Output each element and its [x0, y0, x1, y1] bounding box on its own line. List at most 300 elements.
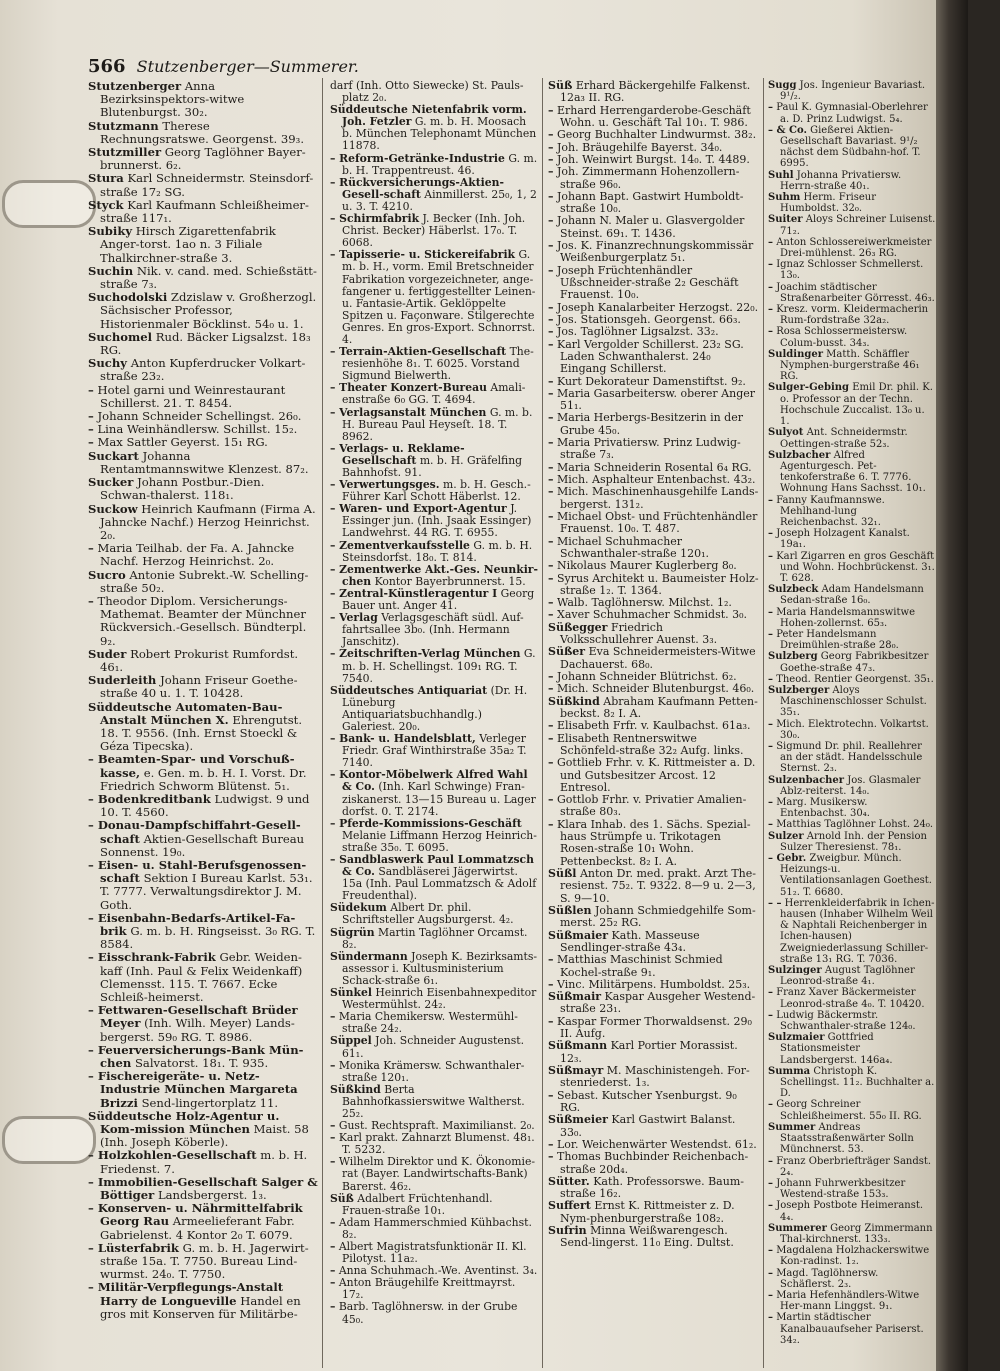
entry-name: – Waren- und Export-Agentur — [330, 502, 507, 516]
entry-name: – — [88, 435, 94, 450]
directory-entry — [88, 331, 318, 357]
entry-name: – — [768, 281, 773, 293]
entry-name: – Immobilien-Gesellschaft Salger & Böttiger — [88, 1174, 318, 1203]
entry-name: – — [768, 528, 773, 540]
directory-entry — [88, 595, 318, 648]
entry-text: Maria Chemikersw. Westermühl-straße 24₂. — [338, 1010, 518, 1036]
directory-entry — [768, 629, 936, 651]
entry-text: G. m. b. H. Jagerwirt-straße 15a. T. 7750. Bureau Lind-wurmst. 24₀. T. 7750. — [100, 1240, 309, 1282]
directory-entry — [768, 214, 936, 236]
entry-name: – — [768, 819, 773, 831]
entry-text: J. Essinger jun. (Inh. Jsaak Essinger) Landwehrst. 44 RG. T. 6955. — [342, 502, 532, 540]
entry-text: Martin Taglöhner Orcamst. 8₂. — [342, 925, 528, 951]
directory-entry — [330, 685, 538, 733]
entry-name: – — [548, 608, 554, 622]
entry-name: – — [548, 793, 554, 807]
entry-text: Maria Teilhab. der Fa. A. Jahncke Nachf. Herzog Heinrichst. 2₀. — [97, 541, 295, 569]
page-header — [88, 56, 359, 77]
entry-name: – — [88, 593, 94, 608]
entry-text: Johann Bapt. Gastwirt Humboldt-straße 10₀. — [557, 189, 744, 216]
entry-text: Kath. Professorswe. Baum-straße 16₂. — [560, 1174, 744, 1201]
entry-name: Sucro — [88, 567, 126, 582]
directory-entry — [548, 265, 759, 302]
entry-text: Arnold Inh. der Pension Sulzer Theresienst. 78₁. — [780, 830, 927, 853]
entry-text: Monika Krämersw. Schwanthaler-straße 120₁. — [338, 1058, 525, 1084]
directory-entry — [548, 437, 759, 462]
directory-entry — [548, 1065, 759, 1090]
entry-name: Sulzmaier — [768, 1032, 825, 1044]
directory-entry — [330, 80, 538, 104]
entry-name: Sufrin — [548, 1224, 587, 1238]
entry-text: e. Gen. m. b. H. I. Vorst. Dr. Friedrich Schworm Blütenst. 5₁. — [100, 765, 307, 793]
entry-name: – Schirmfabrik — [330, 212, 420, 226]
entry-name: – Zeitschriften-Verlag München — [330, 647, 521, 661]
entry-text: (Inh. Wilh. Meyer) Lands-bergerst. 59₀ RG. T. 8986. — [100, 1016, 295, 1044]
entry-text: Amali-enstraße 6₀ GG. T. 4694. — [342, 381, 526, 407]
entry-text: Erhard Herrengarderobe-Geschäft Wohn. u. Geschäft Tal 10₁. T. 986. — [557, 103, 751, 129]
directory-entry — [768, 1268, 936, 1290]
directory-entry — [330, 540, 538, 564]
directory-entry — [330, 769, 538, 817]
entry-text: Gebr. Weiden-kaff (Inh. Paul & Felix Weidenkaff) Clemensst. 115. T. 7667. Ecke Schleiß-heimerst. — [100, 950, 303, 1005]
entry-name: – — [548, 300, 554, 314]
entry-name: – — [768, 326, 773, 338]
directory-entry — [330, 588, 538, 612]
entry-text: Peter Handelsmann Dreimühlen-straße 28₀. — [776, 628, 899, 652]
directory-entry — [768, 304, 936, 326]
directory-entry — [548, 536, 759, 561]
entry-text: Herm. Friseur Humboldst. 32₀. — [780, 192, 876, 215]
entry-name: – — [88, 541, 94, 556]
entry-name: Suder — [88, 646, 127, 661]
entry-text: Magd. Taglöhnersw. Schäflerst. 2₃. — [776, 1267, 879, 1290]
entry-text: Antonie Subrekt.-W. Schelling-straße 50₂. — [100, 567, 309, 595]
entry-text: Joh. Schneider Augustenst. 61₁. — [342, 1034, 525, 1060]
entry-name: Suchin — [88, 263, 134, 278]
entry-text: Maria Handelsmannswitwe Hohen-zollernst. 65₃. — [776, 606, 915, 629]
entry-text: Jos. Stationsgeh. Georgenst. 66₃. — [557, 312, 741, 326]
directory-entry — [548, 1090, 759, 1115]
entry-name: – — [330, 1264, 336, 1278]
directory-entry — [88, 450, 318, 476]
directory-entry — [548, 191, 759, 216]
directory-entry — [88, 951, 318, 1004]
entry-text: Verleger Friedr. Graf Winthirstraße 35a₂ T. 7140. — [342, 732, 527, 770]
entry-name: Süddeutsches Antiquariat — [330, 683, 488, 697]
entry-name: – — [548, 1014, 554, 1028]
entry-name: – — [548, 103, 554, 117]
directory-entry — [548, 819, 759, 868]
directory-entry — [548, 954, 759, 979]
entry-name: – — [548, 731, 554, 745]
entry-name: Süßkind — [330, 1082, 381, 1096]
entry-text: Adam Hammerschmied Kühbachst. 8₂. — [338, 1215, 532, 1241]
directory-entry — [548, 486, 759, 511]
entry-text: Handel en gros mit Konserven für Militärbe- — [100, 1293, 301, 1321]
entry-text: G. m. b. H. Schellingst. 109₁ RG. T. 7540. — [342, 647, 536, 685]
entry-text: Walb. Taglöhnersw. Milchst. 1₂. — [557, 596, 732, 610]
directory-entry — [768, 819, 936, 830]
entry-name: Stutzmiller — [88, 145, 162, 160]
entry-text: Franz Oberbriefträger Sandst. 2₄. — [776, 1155, 932, 1178]
entry-name: Summer — [768, 1121, 816, 1133]
column-rule — [322, 78, 323, 1368]
entry-text: G. m. b. H. Steinsdorfst. 18₀. T. 814. — [342, 538, 533, 564]
entry-text: Karl Portier Morassist. 12₃. — [560, 1039, 738, 1065]
directory-entry — [768, 685, 936, 719]
directory-entry — [88, 1004, 318, 1044]
entry-text: Sebast. Kutscher Ysenburgst. 9₀ RG. — [557, 1088, 737, 1114]
entry-text: Ainmillerst. 25₀, 1, 2 u. 3. T. 4210. — [342, 187, 537, 213]
entry-name: – — [548, 239, 554, 253]
entry-text: Sandbläserei Jägerwirtst. 15a (Inh. Paul Lommatzsch & Adolf Freudenthal). — [342, 865, 537, 903]
directory-entry — [330, 612, 538, 648]
directory-entry — [88, 503, 318, 543]
entry-name: Sulzenbacher — [768, 774, 845, 786]
entry-name: – Eisenbahn-Bedarfs-Artikel-Fa-brik — [88, 910, 296, 938]
directory-entry — [768, 259, 936, 281]
entry-text: Ludwigst. 9 und 10. T. 4560. — [100, 791, 310, 820]
entry-name: – Rückversicherungs-Aktien-Gesell-schaft — [330, 175, 504, 201]
entry-name: – Donau-Dampfschiffahrt-Gesell-schaft — [88, 818, 301, 846]
entry-text: Fanny Kaufmannswe. Mehlhand-lung Reichenbachst. 32₁. — [776, 494, 885, 528]
entry-text: Karl Vergolder Schillerst. 23₂ SG. Laden Schwanthalerst. 24₀ Eingang Schillerst. — [557, 337, 744, 376]
directory-entry — [768, 775, 936, 797]
directory-entry — [330, 346, 538, 382]
entry-text: Georg Buchhalter Lindwurmst. 38₂. — [557, 128, 757, 142]
entry-name: – Feuerversicherungs-Bank Mün-chen — [88, 1042, 304, 1071]
directory-entry — [88, 357, 318, 383]
entry-text: Johann Schneider Schellingst. 26₀. — [97, 409, 302, 424]
entry-text: G. m. b. H. Trappentreust. 46. — [342, 151, 538, 177]
directory-entry — [330, 1301, 538, 1325]
directory-entry — [88, 753, 318, 793]
entry-name: – Terrain-Aktien-Gesellschaft — [330, 345, 507, 359]
entry-text: Abraham Kaufmann Petten-beckst. 8₂ I. A. — [560, 694, 758, 720]
directory-entry — [330, 1011, 538, 1035]
entry-name: Süddeutsche Holz-Agentur u. Kom-mission München — [88, 1108, 280, 1137]
entry-name: – — [330, 1119, 336, 1133]
entry-text: Karl Gastwirt Balanst. 33₀. — [560, 1113, 736, 1139]
directory-entry — [768, 1156, 936, 1178]
column-1 — [88, 80, 318, 1321]
entry-text: Johann Fuhrwerkbesitzer Westend-straße 153₃. — [776, 1177, 906, 1201]
column-rule — [763, 78, 764, 1368]
directory-entry — [330, 854, 538, 902]
entry-text: Martin städtischer Kanalbauaufseher Pariserst. 34₂. — [776, 1312, 924, 1346]
directory-entry — [330, 104, 538, 152]
directory-entry — [548, 573, 759, 598]
entry-text: Berta Bahnhofkassierswitwe Waltherst. 25₂. — [342, 1082, 525, 1120]
page-number: 566 — [88, 56, 126, 77]
entry-text: Wilhelm Direktor und K. Ökonomie-rat (Bayer. Landwirtschafts-Bank) Barerst. 46₂. — [338, 1155, 536, 1193]
entry-name: – — [548, 140, 554, 154]
entry-name: – — [768, 1177, 773, 1189]
entry-text: Matth. Schäffler Nymphen-burgerstraße 46₁ RG. — [780, 348, 920, 383]
entry-text: Matthias Taglöhner Lohst. 24₀. — [776, 819, 934, 831]
entry-name: – — [330, 1058, 336, 1072]
entry-name: Suiter — [768, 214, 803, 226]
entry-text: Jos. Glasmaler Ablz-reiterst. 14₀. — [780, 774, 921, 797]
entry-name: – — [548, 263, 554, 277]
entry-name: – — [548, 325, 554, 339]
directory-entry — [548, 905, 759, 930]
entry-name: – — [548, 128, 554, 142]
entry-name: – — [768, 987, 773, 999]
entry-text: Send-lingertorplatz 11. — [141, 1095, 279, 1110]
entry-text: Gottfried Stationsmeister Landsbergerst. 146a₄. — [780, 1032, 893, 1066]
entry-name: Summerer — [768, 1222, 827, 1234]
entry-name: – — [330, 1240, 336, 1253]
entry-name: – Zentral-Künstleragentur I — [330, 586, 498, 600]
entry-name: – — [548, 534, 554, 548]
entry-name: – Kontor-Möbelwerk Alfred Wahl & Co. — [330, 768, 528, 794]
directory-entry — [768, 1178, 936, 1200]
entry-text: Sektion I Bureau Karlst. 53₁. T. 7777. Verwaltungsdirektor J. M. Goth. — [100, 871, 313, 912]
entry-name: – — [548, 485, 554, 499]
directory-entry — [330, 1277, 538, 1301]
entry-text: Karl Kaufmann Schleißheimer-straße 117₁. — [100, 197, 309, 226]
entry-name: Südekum — [330, 901, 387, 915]
entry-text: Mich. Schneider Blutenburgst. 46₀. — [557, 682, 755, 696]
directory-entry — [548, 339, 759, 376]
directory-entry — [88, 225, 318, 265]
entry-name: – & Co. — [768, 124, 807, 136]
entry-name: – Eisen- u. Stahl-Berufsgenossen-schaft — [88, 857, 307, 886]
directory-entry — [330, 733, 538, 769]
entry-text: Zdzislaw v. Großherzogl. Sächsischer Professor, Historienmaler Böcklinst. 54₀ u. 1. — [100, 290, 317, 331]
entry-text: Gottlob Frhr. v. Privatier Amalien-straße 80₃. — [557, 793, 747, 819]
entry-text: Kaspar Former Thorwaldsenst. 29₀ II. Aufg. — [557, 1014, 752, 1041]
entry-text: Joh. Bräugehilfe Bayerst. 34₀. — [557, 140, 723, 154]
entry-name: – Fischereigeräte- u. Netz-Industrie München Margareta Brizzi — [88, 1069, 298, 1110]
directory-entry — [548, 105, 759, 130]
entry-text: Marg. Musikersw. Entenbachst. 30₄. — [776, 797, 870, 820]
entry-name: – — [88, 382, 94, 397]
directory-entry — [88, 1110, 318, 1150]
entry-name: Suderleith — [88, 673, 157, 688]
entry-text: Landsbergerst. 1₃. — [157, 1188, 267, 1203]
page-range: Stutzenberger—Summerer. — [136, 57, 359, 76]
directory-entry — [330, 648, 538, 684]
entry-text: Aloys Schreiner Luisenst. 71₂. — [780, 214, 936, 237]
directory-entry — [768, 797, 936, 819]
entry-name: Süßegger — [548, 620, 608, 634]
entry-text: G. m. b. H. Moosach b. München Telephonamt München 11878. — [342, 115, 537, 153]
entry-text: Melanie Liffmann Herzog Heinrich-straße 35₀. T. 6095. — [342, 828, 537, 854]
directory-entry — [768, 1032, 936, 1066]
entry-text: Maria Hefenhändlers-Witwe Her-mann Linggst. 9₁. — [776, 1289, 920, 1313]
entry-text: Matthias Maschinist Schmied Kochel-straße 9₁. — [557, 953, 723, 979]
entry-text: Albert Magistratsfunktionär II. Kl. Pilotyst. 11a₂. — [338, 1240, 527, 1266]
entry-text: Maist. 58 (Inh. Joseph Köberle). — [100, 1122, 309, 1150]
entry-text: Karl Schneidermstr. Steinsdorf-straße 17₂ SG. — [100, 171, 314, 199]
entry-text: Elisabeth Rentnerswitwe Schönfeld-straße 32₂ Aufg. links. — [557, 731, 744, 757]
directory-entry — [88, 1149, 318, 1175]
entry-text: G. m. b. H. Bureau Paul Heyseſt. 18. T. 8962. — [342, 405, 533, 443]
directory-entry — [548, 646, 759, 671]
directory-entry — [330, 1193, 538, 1217]
entry-name: Süßmaier — [548, 928, 609, 942]
entry-name: Sulzinger — [768, 965, 822, 977]
directory-entry — [548, 696, 759, 721]
entry-name: Sündermann — [330, 949, 408, 963]
entry-name: – — [548, 571, 554, 585]
entry-name: Stutzmann — [88, 118, 159, 133]
entry-name: Süßlen — [548, 903, 592, 917]
entry-name: – Militär-Verpflegungs-Anstalt Harry de Longueville — [88, 1280, 284, 1308]
directory-entry — [768, 1223, 936, 1245]
entry-text: Zweigbur. Münch. Heizungs-u. Ventilationsanlagen Goethest. 51₂. T. 6680. — [780, 853, 932, 898]
entry-name: – — [768, 1245, 773, 1257]
directory-entry — [768, 607, 936, 629]
entry-name: Suhm — [768, 192, 801, 204]
entry-name: – — [548, 473, 554, 486]
directory-entry — [548, 1040, 759, 1065]
entry-name: – Pferde-Kommissions-Geschäft — [330, 816, 522, 830]
entry-text: Mich. Asphalteur Entenbachst. 43₂. — [557, 473, 756, 486]
entry-text: Joachim städtischer Straßenarbeiter Görresst. 46₃. — [776, 281, 935, 304]
directory-entry — [548, 991, 759, 1016]
entry-text: Rud. Bäcker Ligsalzst. 18₃ RG. — [100, 329, 311, 358]
entry-text: Ernst K. Rittmeister z. D. Nym-phenburgerstraße 108₂. — [560, 1199, 735, 1225]
directory-entry — [88, 172, 318, 198]
entry-name: – — [768, 797, 773, 808]
entry-name: – — [768, 259, 773, 271]
entry-name: Süßer — [548, 645, 586, 659]
entry-name: – — [548, 374, 554, 388]
entry-name: – — [330, 1215, 336, 1229]
directory-entry — [88, 1044, 318, 1070]
entry-text: Friedrich Volksschullehrer Auenst. 3₃. — [560, 620, 718, 647]
column-rule — [542, 78, 543, 1368]
entry-text: Ludwig Bäckermstr. Schwanthaler-straße 124₀. — [776, 1009, 916, 1033]
entry-name: Süddeutsche Nietenfabrik vorm. Joh. Fetzler — [330, 103, 527, 129]
directory-entry — [768, 741, 936, 775]
entry-name: – — [768, 673, 773, 685]
entry-name: – — [548, 411, 554, 425]
entry-text: Johann Postbur.-Dien. Schwan-thalerst. 118₁. — [100, 475, 265, 503]
directory-entry — [768, 965, 936, 987]
directory-entry — [330, 382, 538, 406]
entry-name: – — [768, 1200, 773, 1212]
entry-text: Kaspar Ausgeher Westend-straße 23₁. — [560, 990, 756, 1016]
entry-text: Adalbert Früchtenhandl. Frauen-straße 10₁. — [342, 1191, 493, 1217]
entry-text: Kurt Dekorateur Damenstiftst. 9₂. — [557, 374, 746, 388]
directory-entry — [330, 987, 538, 1011]
entry-text: Georg Bauer unt. Anger 41. — [342, 586, 535, 613]
entry-text: Maria Privatiersw. Prinz Ludwig-straße 7₃. — [557, 436, 741, 462]
directory-entry — [768, 450, 936, 495]
entry-text: Maria Herbergs-Besitzerin in der Grube 45₀. — [557, 411, 743, 437]
entry-name: – Eisschrank-Fabrik — [88, 950, 216, 965]
directory-entry — [768, 1290, 936, 1312]
entry-name: – — [768, 304, 773, 316]
entry-text: Anna Bezirksinspektors-witwe Blutenburgst. 30₂. — [100, 79, 245, 120]
entry-name: – — [768, 718, 773, 730]
directory-entry — [768, 1122, 936, 1156]
entry-name: – — [768, 102, 773, 114]
entry-text: Johann Friseur Goethe-straße 40 u. 1. T. 10428. — [100, 673, 298, 701]
entry-text: Vinc. Militärpens. Humboldst. 25₃. — [557, 977, 751, 991]
directory-entry — [768, 102, 936, 124]
directory-entry — [330, 927, 538, 951]
entry-name: Süßmair — [548, 990, 602, 1004]
directory-entry — [548, 1200, 759, 1225]
entry-name: – — [768, 606, 773, 618]
entry-name: – – — [768, 897, 782, 909]
entry-text: Kontor Bayerbrunnerst. 15. — [374, 574, 526, 588]
directory-entry — [88, 1242, 318, 1282]
entry-name: Suhl — [768, 169, 794, 181]
entry-text: Nik. v. cand. med. Schießstätt-straße 7₃. — [100, 263, 317, 292]
entry-text: Christoph K. Schellingst. 11₂. Buchhalter a. D. — [780, 1065, 935, 1100]
directory-entry — [88, 476, 318, 502]
entry-name: Sütter. — [548, 1174, 590, 1188]
entry-name: – — [548, 337, 554, 351]
entry-name: Suffert — [548, 1199, 591, 1213]
entry-name: – — [768, 236, 773, 248]
entry-name: – — [330, 1131, 336, 1145]
entry-text: M. Maschinistengeh. For-stenriederst. 1₃. — [560, 1064, 750, 1090]
entry-text: Gottlieb Frhr. v. K. Rittmeister a. D. und Gutsbesitzer Arcost. 12 Entresol. — [557, 756, 756, 794]
directory-entry — [88, 291, 318, 331]
entry-name: Süddeutsche Automaten-Bau-Anstalt München X. — [88, 699, 283, 727]
entry-name: – — [768, 1267, 773, 1279]
entry-name: – — [330, 1300, 336, 1314]
entry-name: Sucker — [88, 475, 134, 490]
directory-entry — [768, 719, 936, 741]
directory-entry — [768, 898, 936, 965]
entry-text: Theod. Rentier Georgenst. 35₁. — [776, 673, 934, 685]
entry-name: – Tapisserie- u. Stickereifabrik — [330, 248, 516, 262]
directory-entry — [768, 584, 936, 606]
directory-entry — [88, 912, 318, 952]
entry-name: – Bank- u. Handelsblatt, — [330, 732, 476, 746]
entry-name: – — [88, 409, 94, 424]
entry-name: – — [548, 1137, 554, 1151]
entry-text: Ehrengutst. 18. T. 9556. (Inh. Ernst Stoeckl & Géza Tipecska). — [100, 712, 303, 754]
entry-text: Johanna Rentamtmannswitwe Klenzest. 87₂. — [100, 448, 309, 476]
book-spine-edge — [936, 0, 968, 1371]
directory-entry — [330, 1156, 538, 1192]
directory-entry — [548, 868, 759, 905]
directory-entry — [88, 199, 318, 225]
directory-entry — [88, 1070, 318, 1110]
directory-entry — [548, 1151, 759, 1176]
entry-name: – — [768, 1312, 773, 1324]
directory-entry — [330, 1060, 538, 1084]
entry-name: Süßmayr — [548, 1064, 604, 1077]
entry-name: – Theater Konzert-Bureau — [330, 381, 487, 395]
directory-entry — [768, 382, 936, 427]
entry-name: Summa — [768, 1065, 811, 1077]
directory-entry — [330, 1035, 538, 1059]
directory-entry — [330, 818, 538, 854]
entry-text: Georg Fabrikbesitzer Goethe-straße 47₃. — [780, 651, 929, 674]
entry-name: – — [548, 682, 554, 696]
entry-text: Eva Schneidermeisters-Witwe Dachauerst. 68₀. — [560, 645, 756, 671]
entry-name: – Bodenkreditbank — [88, 791, 211, 806]
directory-entry — [768, 170, 936, 192]
directory-entry — [88, 384, 318, 410]
entry-name: – — [330, 1155, 336, 1169]
entry-text: Anton Kupferdrucker Volkart-straße 23₂. — [100, 356, 306, 384]
entry-name: – — [768, 1009, 773, 1021]
entry-text: Johanna Privatiersw. Herrn-straße 40₁. — [780, 169, 902, 192]
entry-name: Süßl — [548, 867, 577, 880]
entry-text: Kresz. vorm. Kleidermacherin Rum-fordstraße 32a₂. — [776, 304, 929, 327]
